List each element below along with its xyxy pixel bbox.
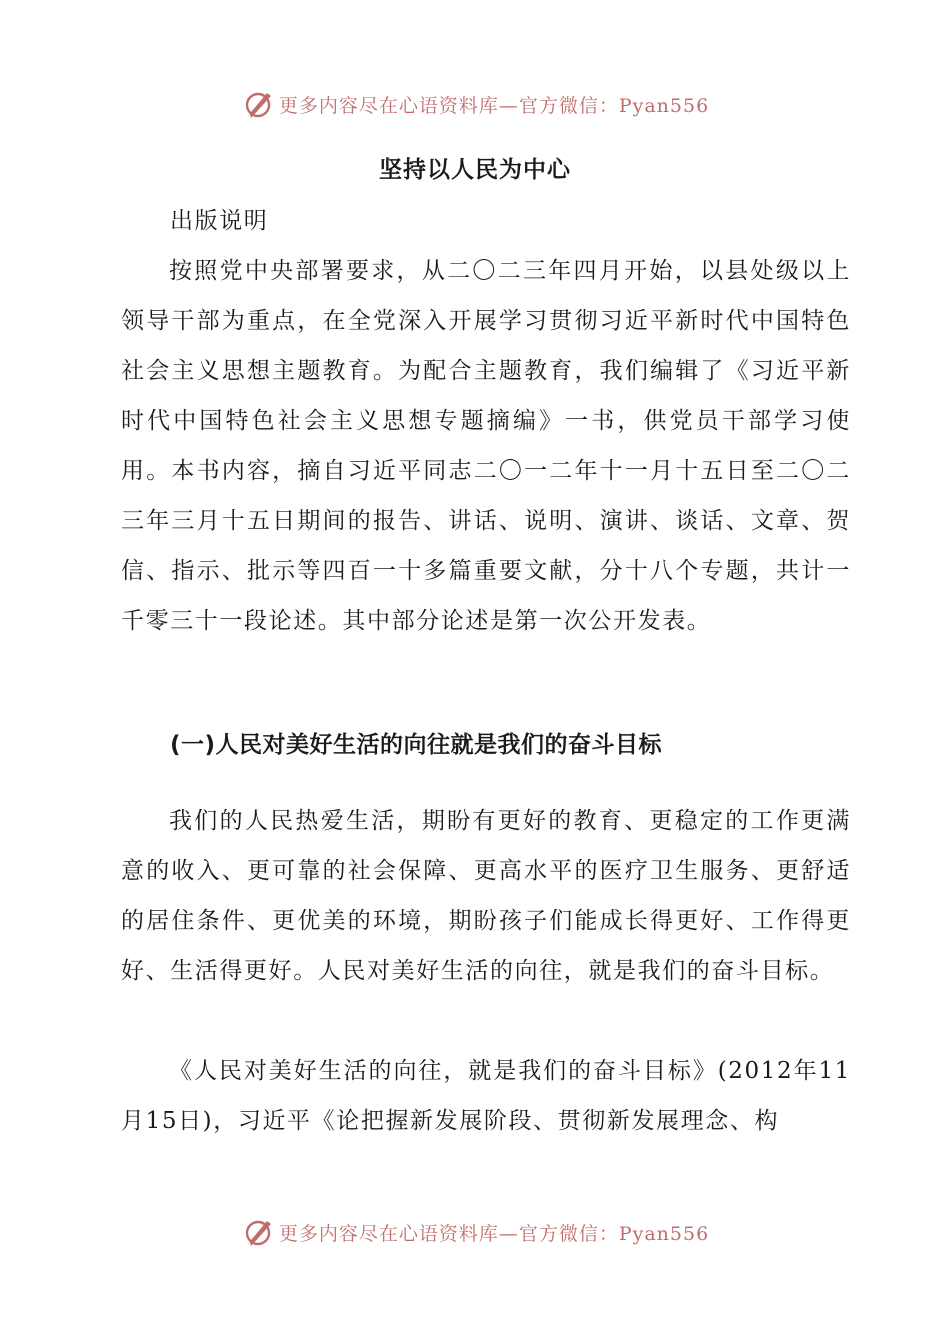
watermark-text: 更多内容尽在心语资料库—官方微信：Pyan556 [278, 1222, 710, 1245]
pen-logo-icon [241, 1215, 275, 1249]
section-label: 出版说明 [170, 208, 269, 234]
watermark-text: 更多内容尽在心语资料库—官方微信：Pyan556 [278, 94, 710, 117]
section-heading: (一)人民对美好生活的向往就是我们的奋斗目标 [170, 732, 663, 758]
source-paragraph: 《人民对美好生活的向往，就是我们的奋斗目标》(2012年11月15日)，习近平《论把握新发展阶段、贯彻新发展理念、构 [121, 1058, 851, 1134]
intro-paragraph: 按照党中央部署要求，从二〇二三年四月开始，以县处级以上领导干部为重点，在全党深入开展学习贯彻习近平新时代中国特色社会主义思想主题教育。为配合主题教育，我们编辑了《习近平新时代中国特色社会主义思想专题摘编》一书，供党员干部学习使用。本书内容，摘自习近平同志二〇一二年十一月十五日至二〇二三年三月十五日期间的报告、讲话、说明、演讲、谈话、文章、贺信、指示、批示等四百一十多篇重要文献，分十八个专题，共计一千零三十一段论述。其中部分论述是第一次公开发表。 [121, 258, 851, 634]
document-title: 坚持以人民为中心 [379, 157, 571, 183]
watermark-banner-top [0, 84, 950, 124]
pen-logo-icon [241, 87, 275, 121]
body-paragraph: 我们的人民热爱生活，期盼有更好的教育、更稳定的工作更满意的收入、更可靠的社会保障、更高水平的医疗卫生服务、更舒适的居住条件、更优美的环境，期盼孩子们能成长得更好、工作得更好、生活得更好。人民对美好生活的向往，就是我们的奋斗目标。 [121, 808, 851, 984]
watermark-banner-bottom [0, 1212, 950, 1252]
